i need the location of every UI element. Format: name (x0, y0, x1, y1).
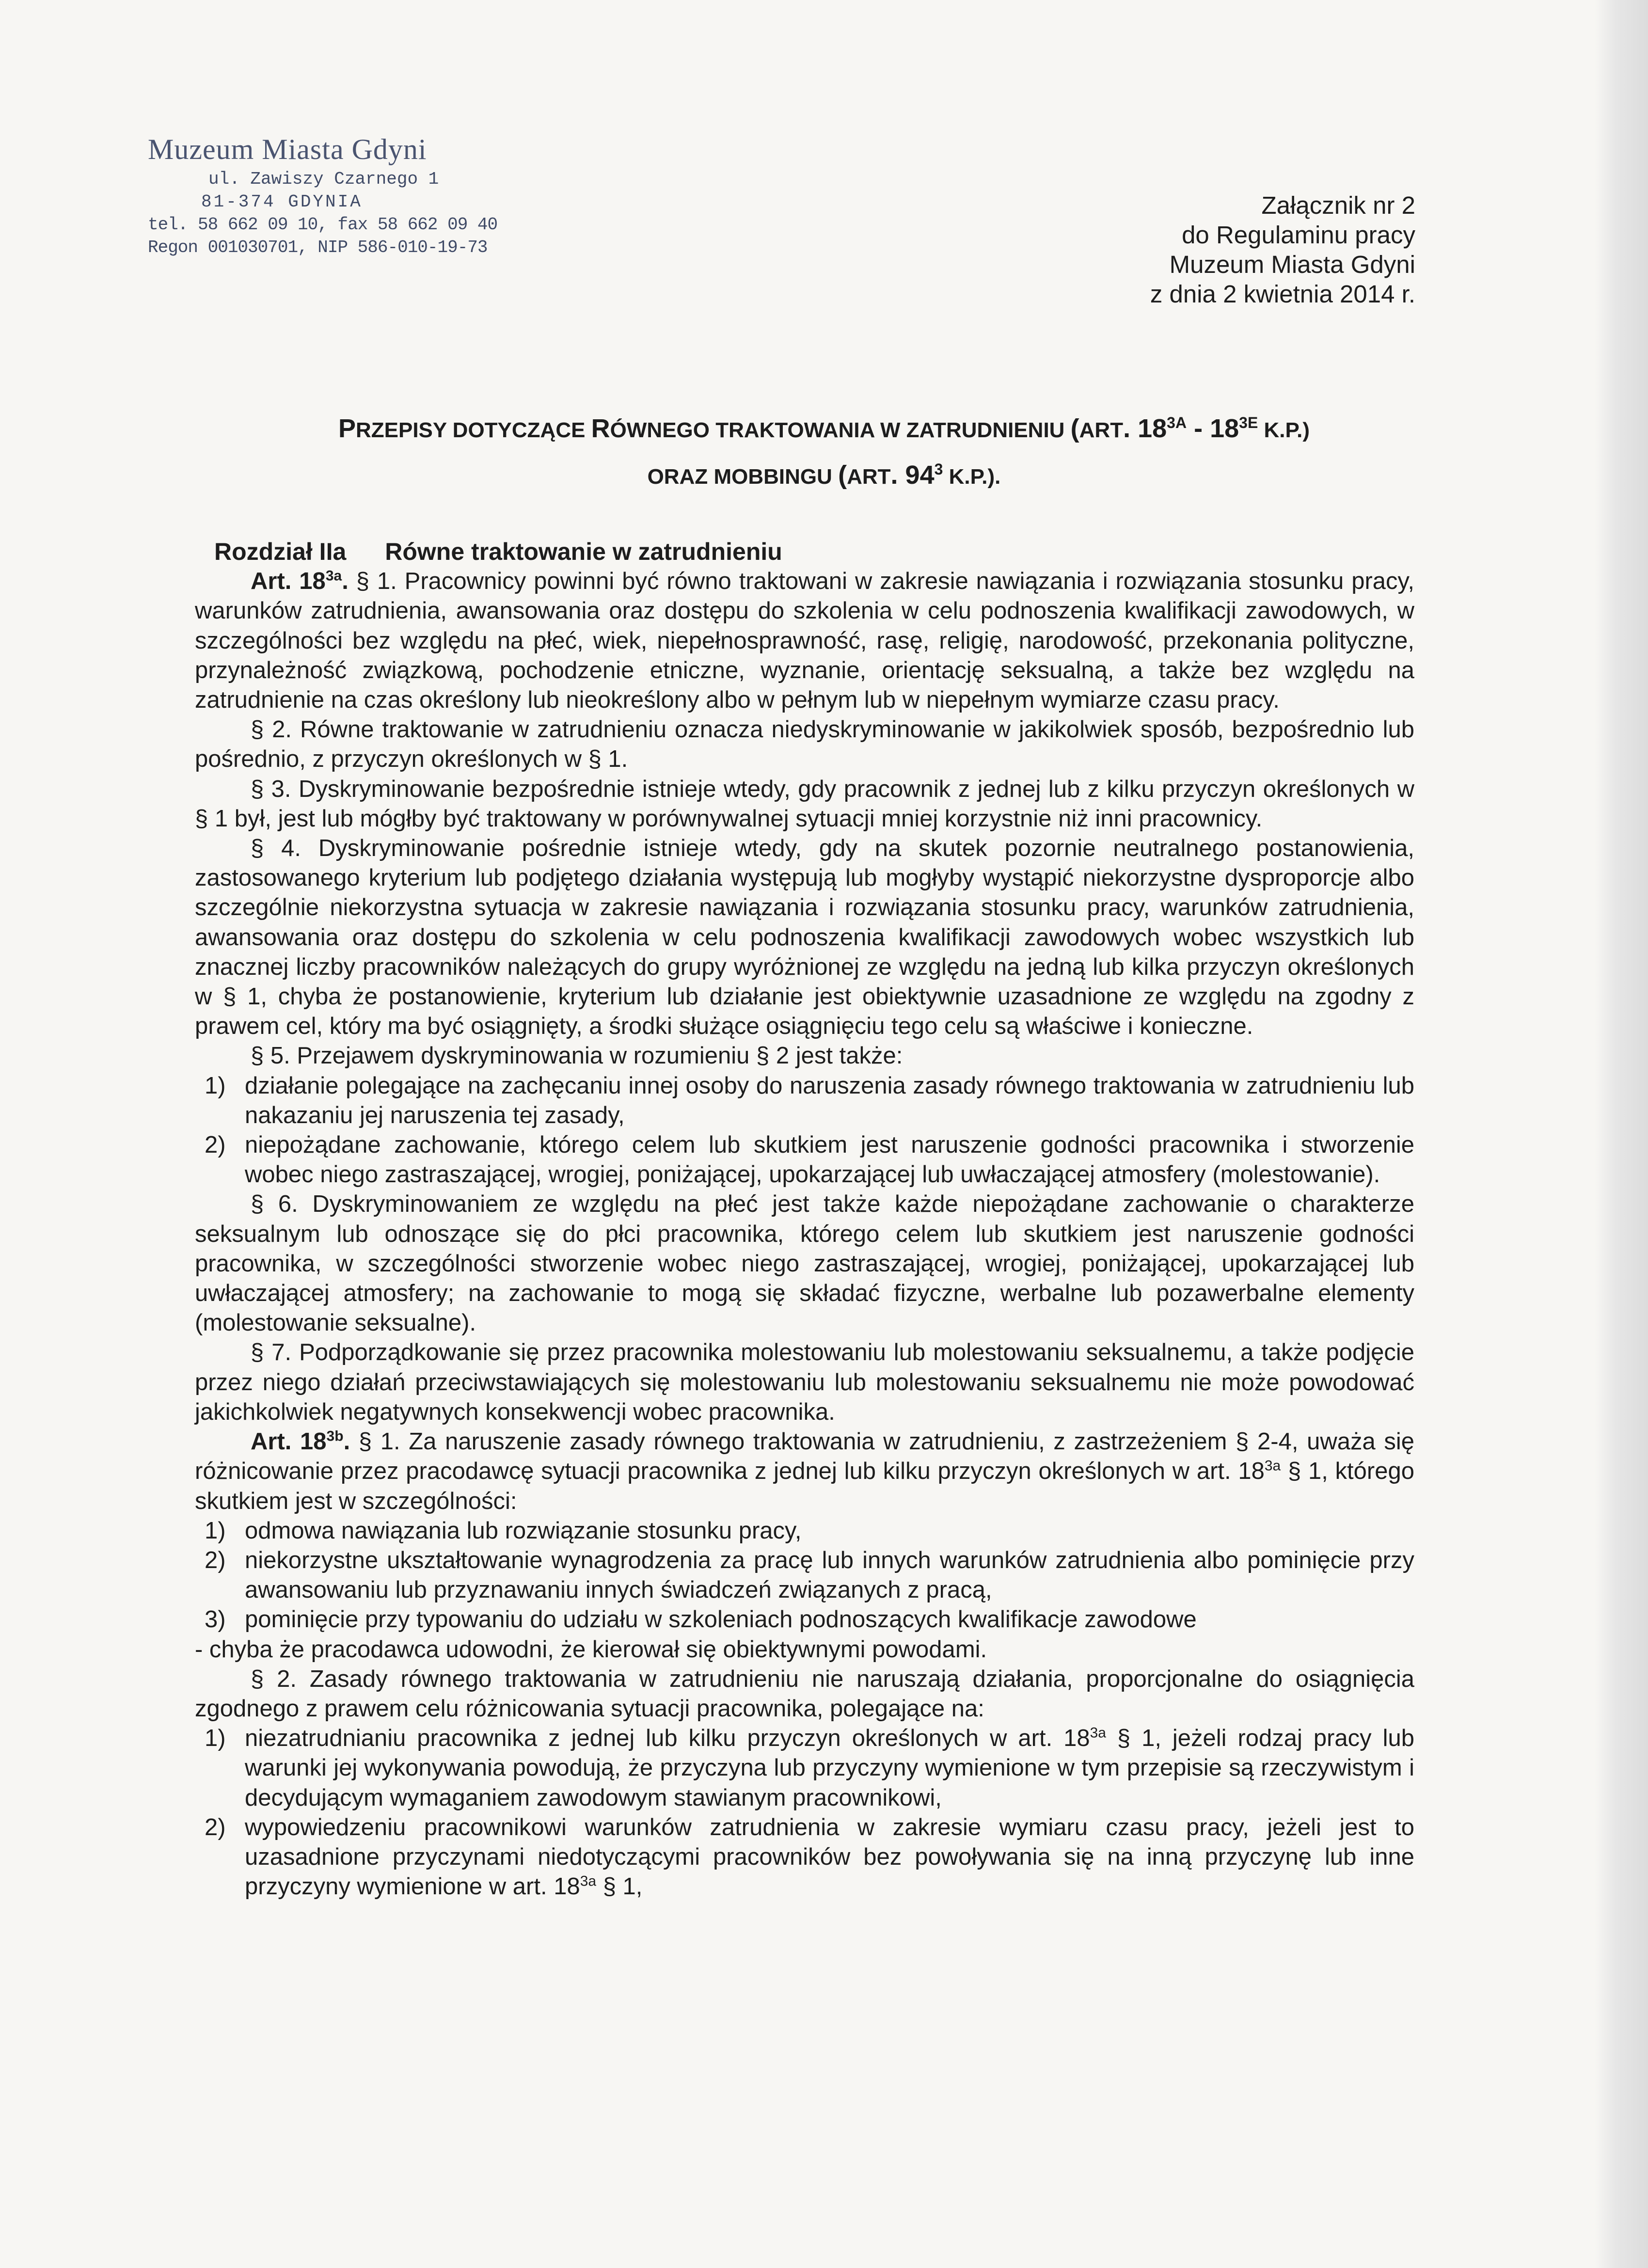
title-part: R (591, 414, 610, 443)
scan-edge (1595, 0, 1648, 2268)
list-item (195, 1724, 1414, 1813)
art-18-3a-paragraph-6: § 6. Dyskryminowaniem ze względu na płeć jest także każde niepożądane zachowanie o charakterze seksualnym lub odnoszące się do płci pracownika, którego celem lub skutkiem jest naruszenie godności pracownika, w szczególności stworzenie wobec niego zastraszającej, wrogiej, poniżającej, upokarzającej lub uwłaczającej atmosfery; na zachowanie to mogą się składać fizyczne, werbalne lub pozawerbalne elementy (molestowanie seksualne). (195, 1191, 1414, 1336)
art-18-3a-paragraph-7: § 7. Podporządkowanie się przez pracownika molestowaniu lub molestowaniu seksualnemu, a także podjęcie przez niego działań przeciwstawiających się molestowaniu lub molestowaniu seksualnemu nie może powodować jakichkolwiek negatywnych konsekwencji wobec pracownika. (195, 1339, 1414, 1425)
list-item (195, 1605, 1414, 1634)
article-number: Art. 18 (251, 568, 326, 595)
list-number: 2) (205, 1132, 226, 1158)
list-number: 1) (205, 1517, 226, 1544)
article-heading (251, 1428, 350, 1455)
article-heading (251, 568, 349, 594)
list-text-part: niezatrudnianiu pracownika z jednej lub kilku przyczyn określonych w art. 18 (245, 1725, 1090, 1752)
list-item (195, 1546, 1414, 1605)
article-dot: . (342, 568, 349, 595)
attachment-note (1150, 190, 1415, 309)
attachment-line: do Regulaminu pracy (1182, 221, 1415, 249)
title-part: . 94 (890, 460, 935, 490)
stamp-street: ul. Zawiszy Czarnego 1 (208, 169, 439, 189)
list-text-part: § 1, jeżeli rodzaj pracy lub warunki jej wykonywania powodują, że przyczyna lub przyczyny wymienione w tym przepisie są rzeczywistym i decydującym wymaganiem zawodowym stawianym pracownikowi, (245, 1725, 1414, 1811)
list-number: 1) (205, 1725, 226, 1752)
paragraph-text: § 1, którego skutkiem jest w szczególności: (195, 1458, 1414, 1514)
attachment-line: z dnia 2 kwietnia 2014 r. (1150, 280, 1415, 308)
title-part: ÓWNEGO TRAKTOWANIA W ZATRUDNIENIU (610, 418, 1071, 442)
title-line-2 (184, 453, 1464, 499)
list-text-part: § 1, (596, 1873, 643, 1900)
list-text: niepożądane zachowanie, którego celem lub skutkiem jest naruszenie godności pracownika i stworzenie wobec niego zastraszającej, wrogiej, poniżającej, upokarzającej lub uwłaczającej atmosfery (molestowanie). (245, 1132, 1414, 1188)
reference-superscript: 3a (1264, 1458, 1281, 1474)
stamp-phone: tel. 58 662 09 10, fax 58 662 09 40 (148, 215, 498, 235)
art-18-3b-paragraph-1 (195, 1427, 1414, 1516)
list-text (245, 1813, 1414, 1902)
stamp-name: Muzeum Miasta Gdyni (148, 133, 427, 165)
document-body (195, 537, 1414, 1902)
institution-stamp (148, 131, 526, 259)
list-item (195, 1130, 1414, 1190)
list-number: 1) (205, 1072, 226, 1099)
title-part: RZEPISY DOTYCZĄCE (355, 418, 591, 442)
title-part: ART (847, 465, 891, 489)
title-superscript: 3 (934, 460, 943, 478)
list-text: działanie polegające na zachęcaniu innej osoby do naruszenia zasady równego traktowania w zatrudnieniu lub nakazaniu jej naruszenia tej zasady, (245, 1072, 1414, 1128)
chapter-heading (195, 537, 1414, 567)
title-part: K (1258, 418, 1280, 442)
title-part: K (943, 465, 965, 489)
reference-superscript: 3a (1090, 1725, 1106, 1741)
article-dot: . (343, 1428, 350, 1455)
attachment-line: Załącznik nr 2 (1261, 191, 1415, 219)
title-part: P (338, 414, 356, 443)
list-number: 2) (205, 1547, 226, 1573)
title-line-1 (184, 406, 1464, 453)
art-18-3b-paragraph-2: § 2. Zasady równego traktowania w zatrudnieniu nie naruszają działania, proporcjonalne do osiągnięcia zgodnego z prawem celu różnicowania sytuacji pracownika, polegające na: (195, 1665, 1414, 1722)
art-18-3a-paragraph-2: § 2. Równe traktowanie w zatrudnieniu oznacza niedyskryminowanie w jakikolwiek sposób, bezpośrednio lub pośrednio, z przyczyn określonych w § 1. (195, 716, 1414, 773)
title-part: ART (1079, 418, 1124, 442)
article-superscript: 3b (326, 1428, 344, 1444)
title-part: ( (1070, 414, 1079, 443)
art-18-3a-paragraph-5: § 5. Przejawem dyskryminowania w rozumieniu § 2 jest także: (251, 1043, 903, 1069)
list-text: odmowa nawiązania lub rozwiązanie stosunku pracy, (245, 1517, 802, 1544)
paragraph-text: § 1. Pracownicy powinni być równo traktowani w zakresie nawiązania i rozwiązania stosunku pracy, warunków zatrudnienia, awansowania oraz dostępu do szkolenia w celu podnoszenia kwalifikacji zawodowych, w szczególności bez względu na płeć, wiek, niepełnosprawność, rasę, religię, narodowość, przekonania polityczne, przynależność związkową, pochodzenie etniczne, wyznanie, orientację seksualną, a także bez względu na zatrudnienie na czas określony lub nieokreślony albo w pełnym lub w niepełnym wymiarze czasu pracy. (195, 568, 1414, 714)
art-18-3a-paragraph-3: § 3. Dyskryminowanie bezpośrednie istnieje wtedy, gdy pracownik z jednej lub z kilku przyczyn określonych w § 1 był, jest lub mógłby być traktowany w porównywalnej sytuacji mniej korzystnie niż inni pracownicy. (195, 776, 1414, 832)
title-superscript: 3A (1167, 414, 1187, 431)
list-text: pominięcie przy typowaniu do udziału w szkoleniach podnoszących kwalifikacje zawodowe (245, 1606, 1197, 1633)
list-text-part: wypowiedzeniu pracownikowi warunków zatrudnienia w zakresie wymiaru czasu pracy, jeżeli jest to uzasadnione przyczynami niedotyczącymi pracowników bez powoływania się na inną przyczynę lub inne przyczyny wymienione w art. 18 (245, 1814, 1414, 1900)
article-superscript: 3a (325, 568, 342, 584)
art-18-3a-paragraph-4: § 4. Dyskryminowanie pośrednie istnieje wtedy, gdy na skutek pozornie neutralnego postanowienia, zastosowanego kryterium lub podjętego działania występują lub mogłyby wystąpić niekorzystne dysproporcje albo szczególnie niekorzystna sytuacja w zakresie nawiązania i rozwiązania stosunku pracy, warunków zatrudnienia, awansowania oraz dostępu do szkolenia w celu podnoszenia kwalifikacji zawodowych wobec wszystkich lub znacznej liczby pracowników należących do grupy wyróżnionej ze względu na jedną lub kilka przyczyn określonych w § 1, chyba że postanowienie, kryterium lub działanie jest obiektywnie uzasadnione ze względu na zgodny z prawem cel, który ma być osiągnięty, a środki służące osiągnięciu tego celu są właściwe i konieczne. (195, 835, 1414, 1040)
attachment-line: Muzeum Miasta Gdyni (1169, 251, 1415, 278)
list-text (245, 1724, 1414, 1813)
art-18-3a-paragraph-1 (195, 567, 1414, 715)
title-part: ( (838, 460, 847, 490)
paragraph-text: § 1. Za naruszenie zasady równego traktowania w zatrudnieniu, z zastrzeżeniem § 2-4, uważa się różnicowanie przez pracodawcę sytuacji pracownika z jednej lub kilku przyczyn określonych w art. 18 (195, 1428, 1414, 1485)
title-part: ORAZ MOBBINGU (647, 465, 839, 489)
stamp-ids: Regon 001030701, NIP 586-010-19-73 (148, 238, 488, 257)
list-item (195, 1516, 1414, 1546)
stamp-city: 81-374 GDYNIA (201, 192, 363, 212)
list-text: niekorzystne ukształtowanie wynagrodzenia za pracę lub innych warunków zatrudnienia albo pominięcie przy awansowaniu lub przyznawaniu innych świadczeń związanych z pracą, (245, 1547, 1414, 1603)
list-item (195, 1813, 1414, 1902)
article-number: Art. 18 (251, 1428, 327, 1455)
title-part: . 18 (1123, 414, 1167, 443)
title-part: .P.) (1279, 418, 1310, 442)
title-part: - 18 (1187, 414, 1239, 443)
chapter-name: Równe traktowanie w zatrudnieniu (385, 538, 782, 565)
reference-superscript: 3a (580, 1873, 597, 1889)
art-18-3b-paragraph-1-tail: - chyba że pracodawca udowodni, że kierował się obiektywnymi powodami. (195, 1636, 987, 1663)
chapter-label: Rozdział IIa (214, 538, 347, 565)
list-number: 2) (205, 1814, 226, 1840)
document-title (184, 406, 1464, 499)
title-superscript: 3E (1239, 414, 1258, 431)
list-item (195, 1071, 1414, 1130)
title-part: .P.). (964, 465, 1001, 489)
list-number: 3) (205, 1606, 226, 1633)
